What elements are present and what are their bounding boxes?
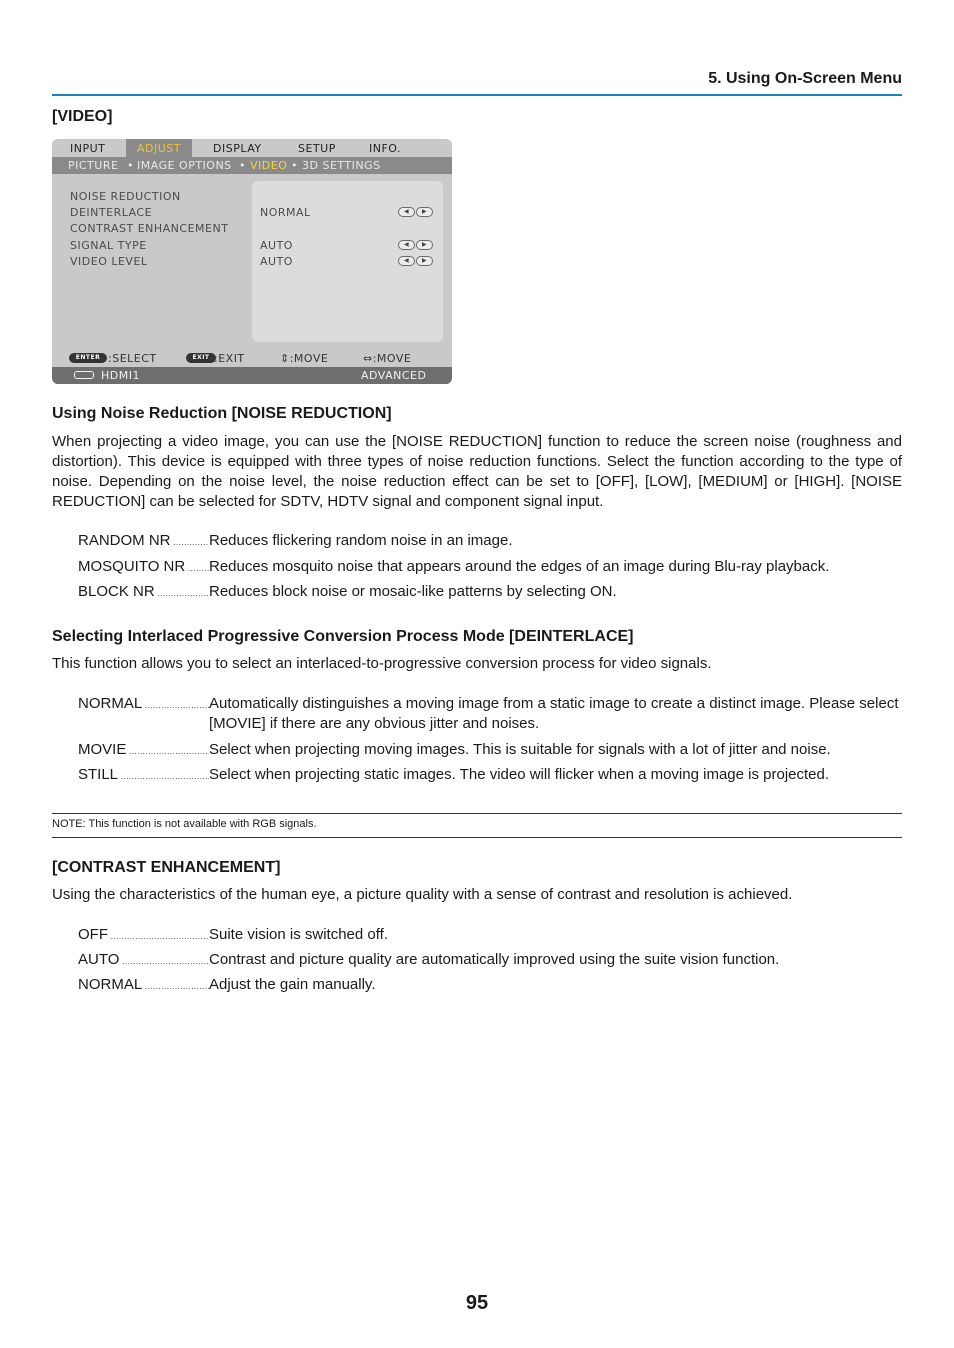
left-arrow-icon: ◀ [398, 207, 415, 217]
desc-block-nr: Reduces block noise or mosaic-like patterns by selecting ON. [209, 583, 617, 600]
term-movie: MOVIE ..... [78, 740, 209, 762]
desc-movie: Select when projecting moving images. This is suitable for signals with a lot of jitter and noise. [209, 741, 831, 758]
hdmi-icon [74, 371, 94, 379]
osd-separator: • [127, 159, 134, 172]
osd-value-video-level: AUTO [260, 255, 293, 268]
osd-value-deinterlace: NORMAL [260, 206, 311, 219]
page-number: 95 [465, 1292, 489, 1314]
noise-reduction-description: When projecting a video image, you can use the [NOISE REDUCTION] function to reduce the screen noise (roughness and distortion). This device is equipped with three types of noise reduction functions. Select the function according to the type of noise. Depending on the noise level, the noise reduction effect can be set to [OFF], [LOW], [MEDIUM] or [HIGH]. [NOISE REDUCTION] can be selected for SDTV, HDTV signal and component signal input. [52, 433, 902, 510]
list-item [78, 765, 902, 785]
note-box [52, 813, 902, 838]
exit-key-icon: EXIT [186, 353, 216, 363]
osd-footer-exit: :EXIT [214, 352, 245, 365]
list-item [78, 694, 902, 734]
term-auto: AUTO ..... [78, 950, 209, 972]
osd-label-signal-type: SIGNAL TYPE [70, 239, 147, 252]
osd-menu [52, 139, 452, 384]
right-arrow-icon: ▶ [416, 207, 433, 217]
osd-subtab-image-options: IMAGE OPTIONS [137, 159, 232, 172]
desc-random-nr: Reduces flickering random noise in an image. [209, 532, 513, 549]
right-arrow-icon: ▶ [416, 256, 433, 266]
term-random-nr: RANDOM NR ..... [78, 531, 209, 553]
osd-tab-bar [52, 139, 452, 157]
list-item [78, 950, 902, 970]
osd-footer [52, 350, 452, 367]
osd-tab-setup: SETUP [298, 142, 336, 155]
contrast-description: Using the characteristics of the human eye, a picture quality with a sense of contrast and resolution is achieved. [52, 886, 793, 903]
right-arrow-icon: ▶ [416, 240, 433, 250]
osd-tab-display: DISPLAY [213, 142, 262, 155]
osd-label-contrast-enhancement: CONTRAST ENHANCEMENT [70, 222, 229, 235]
osd-label-noise-reduction: NOISE REDUCTION [70, 190, 181, 203]
osd-separator: • [291, 159, 298, 172]
desc-still: Select when projecting static images. The video will flicker when a moving image is projected. [209, 766, 830, 783]
section-title-video: [VIDEO] [52, 108, 113, 125]
osd-body [52, 174, 452, 350]
term-normal-gain: NORMAL ..... [78, 975, 209, 997]
osd-status-bar [52, 367, 452, 384]
list-item [78, 740, 902, 760]
desc-normal: Automatically distinguishes a moving image from a static image to create a distinct image. Please select [MOVIE] if there are any obvious jitter and noises. [209, 695, 899, 732]
chapter-title: 5. Using On-Screen Menu [708, 70, 902, 87]
section-title-contrast-enhancement: [CONTRAST ENHANCEMENT] [52, 859, 281, 876]
osd-subtab-video: VIDEO [250, 159, 288, 172]
osd-separator: • [239, 159, 246, 172]
list-item [78, 531, 902, 551]
note-text: NOTE: This function is not available with RGB signals. [52, 818, 317, 830]
term-off: OFF ..... [78, 925, 209, 947]
osd-subtab-3d-settings: 3D SETTINGS [302, 159, 381, 172]
list-item [78, 582, 902, 602]
list-item [78, 557, 902, 577]
term-block-nr: BLOCK NR ..... [78, 582, 209, 604]
osd-status-source: HDMI1 [101, 369, 140, 382]
osd-label-video-level: VIDEO LEVEL [70, 255, 148, 268]
osd-tab-input: INPUT [70, 142, 106, 155]
desc-normal-gain: Adjust the gain manually. [209, 976, 376, 993]
enter-key-icon: ENTER [69, 353, 107, 363]
desc-auto: Contrast and picture quality are automatically improved using the suite vision function. [209, 951, 780, 968]
page-header [52, 68, 902, 96]
section-title-deinterlace: Selecting Interlaced Progressive Conversion Process Mode [DEINTERLACE] [52, 628, 634, 645]
desc-mosquito-nr: Reduces mosquito noise that appears around the edges of an image during Blu-ray playback. [209, 558, 830, 575]
osd-subtab-picture: PICTURE [68, 159, 119, 172]
osd-status-mode: ADVANCED [361, 369, 427, 382]
list-item [78, 975, 902, 995]
term-still: STILL ..... [78, 765, 209, 787]
osd-footer-select: :SELECT [108, 352, 157, 365]
osd-footer-move-vertical: ⇕:MOVE [280, 352, 329, 365]
left-arrow-icon: ◀ [398, 256, 415, 266]
osd-arrows-signal-type [398, 240, 434, 250]
osd-footer-move-horizontal: ⇔:MOVE [363, 352, 412, 365]
desc-off: Suite vision is switched off. [209, 926, 388, 943]
osd-label-deinterlace: DEINTERLACE [70, 206, 153, 219]
osd-subtab-bar [52, 157, 452, 174]
osd-arrows-deinterlace [398, 207, 434, 217]
left-arrow-icon: ◀ [398, 240, 415, 250]
term-mosquito-nr: MOSQUITO NR ..... [78, 557, 209, 579]
term-normal: NORMAL ..... [78, 694, 209, 716]
osd-value-panel [252, 181, 443, 342]
list-item [78, 925, 902, 945]
osd-tab-info: INFO. [369, 142, 402, 155]
section-title-noise-reduction: Using Noise Reduction [NOISE REDUCTION] [52, 405, 392, 422]
osd-arrows-video-level [398, 256, 434, 266]
osd-value-signal-type: AUTO [260, 239, 293, 252]
osd-tab-adjust: ADJUST [126, 139, 192, 157]
deinterlace-description: This function allows you to select an interlaced-to-progressive conversion process for video signals. [52, 655, 712, 672]
